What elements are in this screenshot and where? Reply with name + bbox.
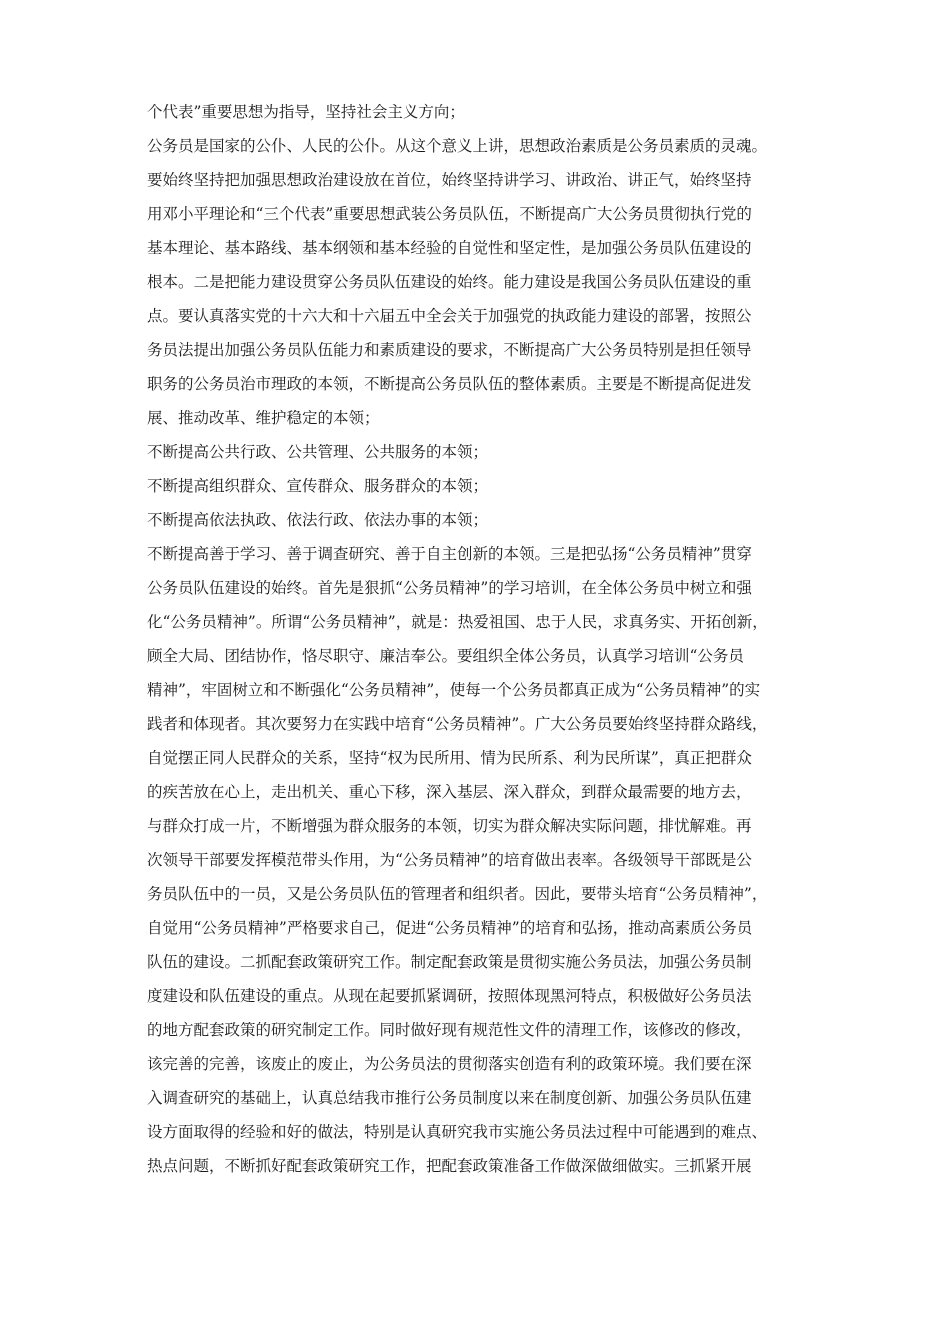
text-line: 根本。二是把能力建设贯穿公务员队伍建设的始终。能力建设是我国公务员队伍建设的重 (147, 273, 752, 291)
text-line: 基本理论、基本路线、基本纲领和基本经验的自觉性和坚定性，是加强公务员队伍建设的 (147, 239, 752, 257)
text-line: 入调查研究的基础上，认真总结我市推行公务员制度以来在制度创新、加强公务员队伍建 (147, 1089, 752, 1107)
text-line: 队伍的建设。二抓配套政策研究工作。制定配套政策是贯彻实施公务员法，加强公务员制 (147, 953, 752, 971)
text-line: 要始终坚持把加强思想政治建设放在首位，始终坚持讲学习、讲政治、讲正气，始终坚持 (147, 171, 752, 189)
text-line: 不断提高组织群众、宣传群众、服务群众的本领； (147, 477, 489, 495)
text-line: 个代表”重要思想为指导，坚持社会主义方向； (147, 103, 465, 121)
text-line: 精神”，牢固树立和不断强化“公务员精神”，使每一个公务员都真正成为“公务员精神”的实 (147, 681, 761, 699)
text-line: 热点问题，不断抓好配套政策研究工作，把配套政策准备工作做深做细做实。三抓紧开展 (147, 1157, 752, 1175)
text-line: 务员法提出加强公务员队伍能力和素质建设的要求，不断提高广大公务员特别是担任领导 (147, 341, 752, 359)
text-line: 自觉摆正同人民群众的关系，坚持“权为民所用、情为民所系、利为民所谋”，真正把群众 (147, 749, 752, 767)
text-line: 不断提高依法执政、依法行政、依法办事的本领； (147, 511, 489, 529)
text-line: 不断提高善于学习、善于调查研究、善于自主创新的本领。三是把弘扬“公务员精神”贯穿 (147, 545, 752, 563)
text-line: 与群众打成一片，不断增强为群众服务的本领，切实为群众解决实际问题，排忧解难。再 (147, 817, 752, 835)
text-line: 化“公务员精神”。所谓“公务员精神”，就是：热爱祖国、忠于人民，求真务实、开拓创新， (147, 613, 768, 631)
text-line: 践者和体现者。其次要努力在实践中培育“公务员精神”。广大公务员要始终坚持群众路线， (147, 715, 768, 733)
text-line: 点。要认真落实党的十六大和十六届五中全会关于加强党的执政能力建设的部署，按照公 (147, 307, 752, 325)
text-line: 的地方配套政策的研究制定工作。同时做好现有规范性文件的清理工作，该修改的修改， (147, 1021, 752, 1039)
text-line: 用邓小平理论和“三个代表”重要思想武装公务员队伍，不断提高广大公务员贯彻执行党的 (147, 205, 752, 223)
text-line: 次领导干部要发挥模范带头作用，为“公务员精神”的培育做出表率。各级领导干部既是公 (147, 851, 752, 869)
text-line: 公务员是国家的公仆、人民的公仆。从这个意义上讲，思想政治素质是公务员素质的灵魂。 (147, 137, 768, 155)
text-line: 度建设和队伍建设的重点。从现在起要抓紧调研，按照体现黑河特点，积极做好公务员法 (147, 987, 752, 1005)
text-line: 该完善的完善，该废止的废止，为公务员法的贯彻落实创造有利的政策环境。我们要在深 (147, 1055, 752, 1073)
text-line: 展、推动改革、维护稳定的本领； (147, 409, 380, 427)
text-line: 不断提高公共行政、公共管理、公共服务的本领； (147, 443, 489, 461)
text-line: 的疾苦放在心上，走出机关、重心下移，深入基层、深入群众，到群众最需要的地方去， (147, 783, 752, 801)
text-line: 顾全大局、团结协作，恪尽职守、廉洁奉公。要组织全体公务员，认真学习培训“公务员 (147, 647, 744, 665)
text-line: 公务员队伍建设的始终。首先是狠抓“公务员精神”的学习培训，在全体公务员中树立和强 (147, 579, 752, 597)
body-text (147, 95, 827, 1183)
text-line: 设方面取得的经验和好的做法，特别是认真研究我市实施公务员法过程中可能遇到的难点、 (147, 1123, 768, 1141)
text-line: 务员队伍中的一员，又是公务员队伍的管理者和组织者。因此，要带头培育“公务员精神”， (147, 885, 768, 903)
text-line: 职务的公务员治市理政的本领，不断提高公务员队伍的整体素质。主要是不断提高促进发 (147, 375, 752, 393)
text-line: 自觉用“公务员精神”严格要求自己，促进“公务员精神”的培育和弘扬，推动高素质公务员 (147, 919, 753, 937)
